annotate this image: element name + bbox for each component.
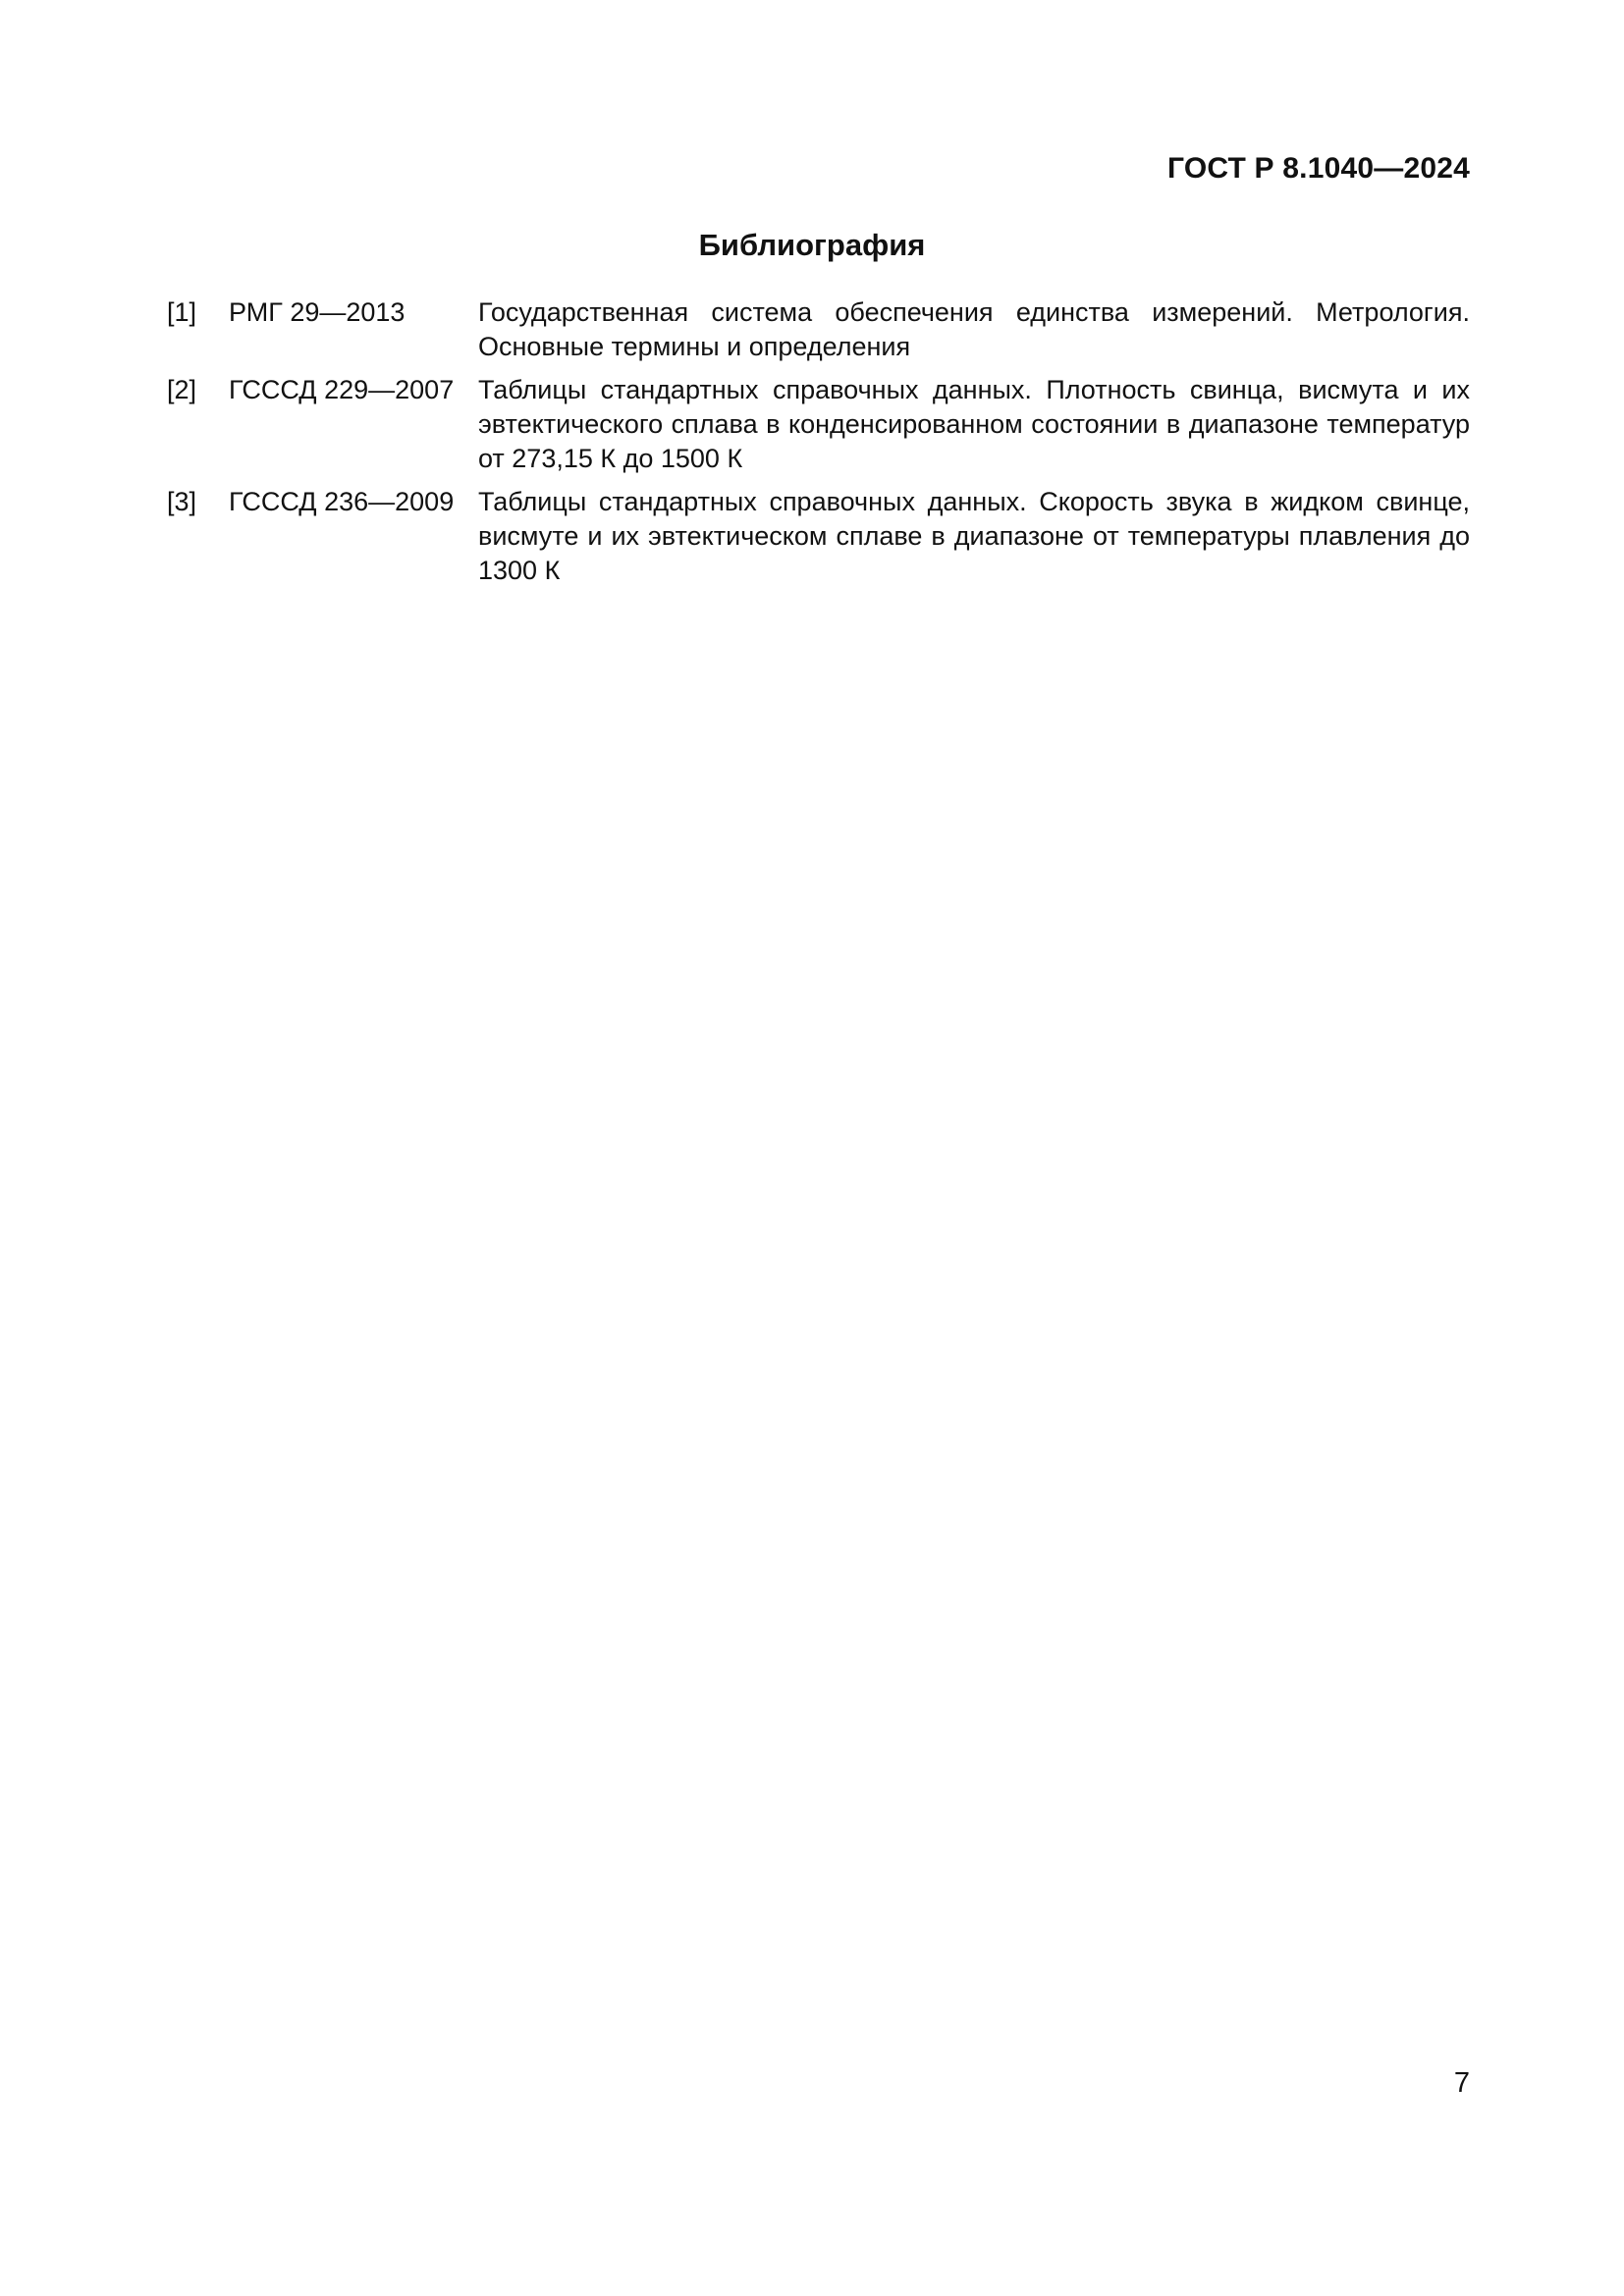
bibliography-entry bbox=[167, 485, 1470, 588]
entry-ref-number: [2] bbox=[167, 375, 197, 404]
entry-ref-number: [1] bbox=[167, 297, 197, 327]
bibliography-entry bbox=[167, 295, 1470, 364]
entry-description: Таблицы стандартных справочных данных. Плотность свинца, висмута и их эвтектического сплава в конденсированном состоянии в диапазоне температур от 273,15 К до 1500 К bbox=[478, 375, 1470, 473]
entry-ref-number: [3] bbox=[167, 487, 197, 516]
entry-description: Государственная система обеспечения единства измерений. Метрология. Основные термины и определения bbox=[478, 297, 1470, 361]
page-number: 7 bbox=[1453, 2067, 1470, 2099]
bibliography-entry bbox=[167, 373, 1470, 476]
section-title-bibliography: Библиография bbox=[698, 228, 926, 262]
entry-description: Таблицы стандартных справочных данных. Скорость звука в жидком свинце, висмуте и их эвтектическом сплаве в диапазоне от температуры плавления до 1300 К bbox=[478, 487, 1470, 585]
entry-source-code: ГСССД 236—2009 bbox=[229, 487, 455, 516]
bibliography-list bbox=[167, 295, 1470, 597]
entry-source-code: ГСССД 229—2007 bbox=[229, 375, 455, 404]
document-header-standard-number: ГОСТ Р 8.1040—2024 bbox=[1167, 152, 1470, 185]
entry-source-code: РМГ 29—2013 bbox=[229, 297, 406, 327]
